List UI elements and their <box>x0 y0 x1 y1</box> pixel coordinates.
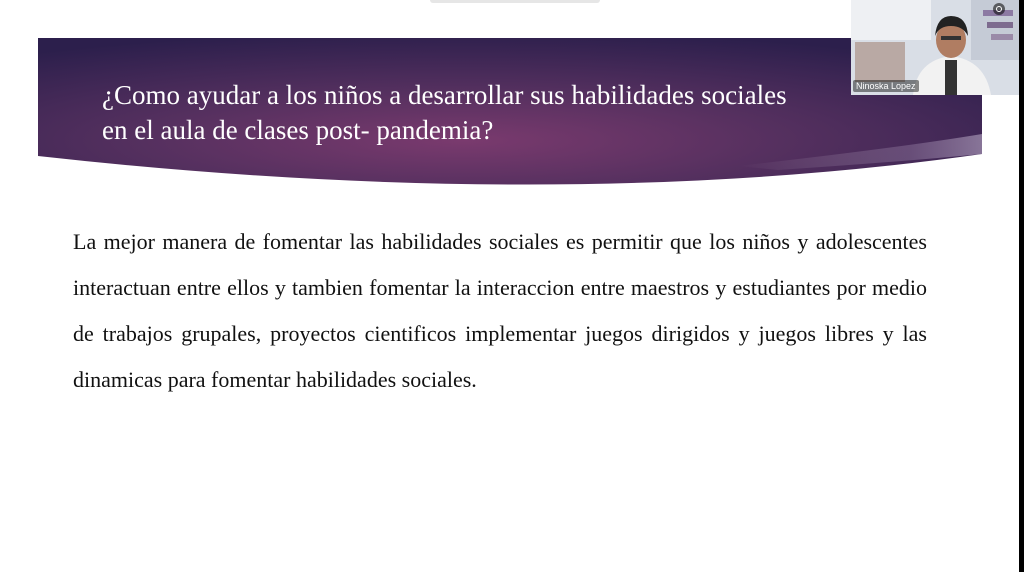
title-banner <box>38 38 982 194</box>
window-edge <box>1019 0 1024 572</box>
slide-title: ¿Como ayudar a los niños a desarrollar sus habilidades sociales en el aula de clases post- pandemia? <box>102 80 787 145</box>
participant-video-tile[interactable] <box>851 0 1019 95</box>
participant-name: Ninoska Lopez <box>853 80 919 92</box>
slide-body-text: La mejor manera de fomentar las habilidades sociales es permitir que los niños y adolescentes interactuan entre ellos y tambien fomentar la interaccion entre maestros y estudiantes por medio de trabajos grupales, proyectos cientificos implementar juegos dirigidos y juegos libres y las dinamicas para fomentar habilidades sociales. <box>73 229 927 392</box>
options-icon[interactable] <box>993 3 1005 15</box>
top-notch <box>430 0 600 3</box>
